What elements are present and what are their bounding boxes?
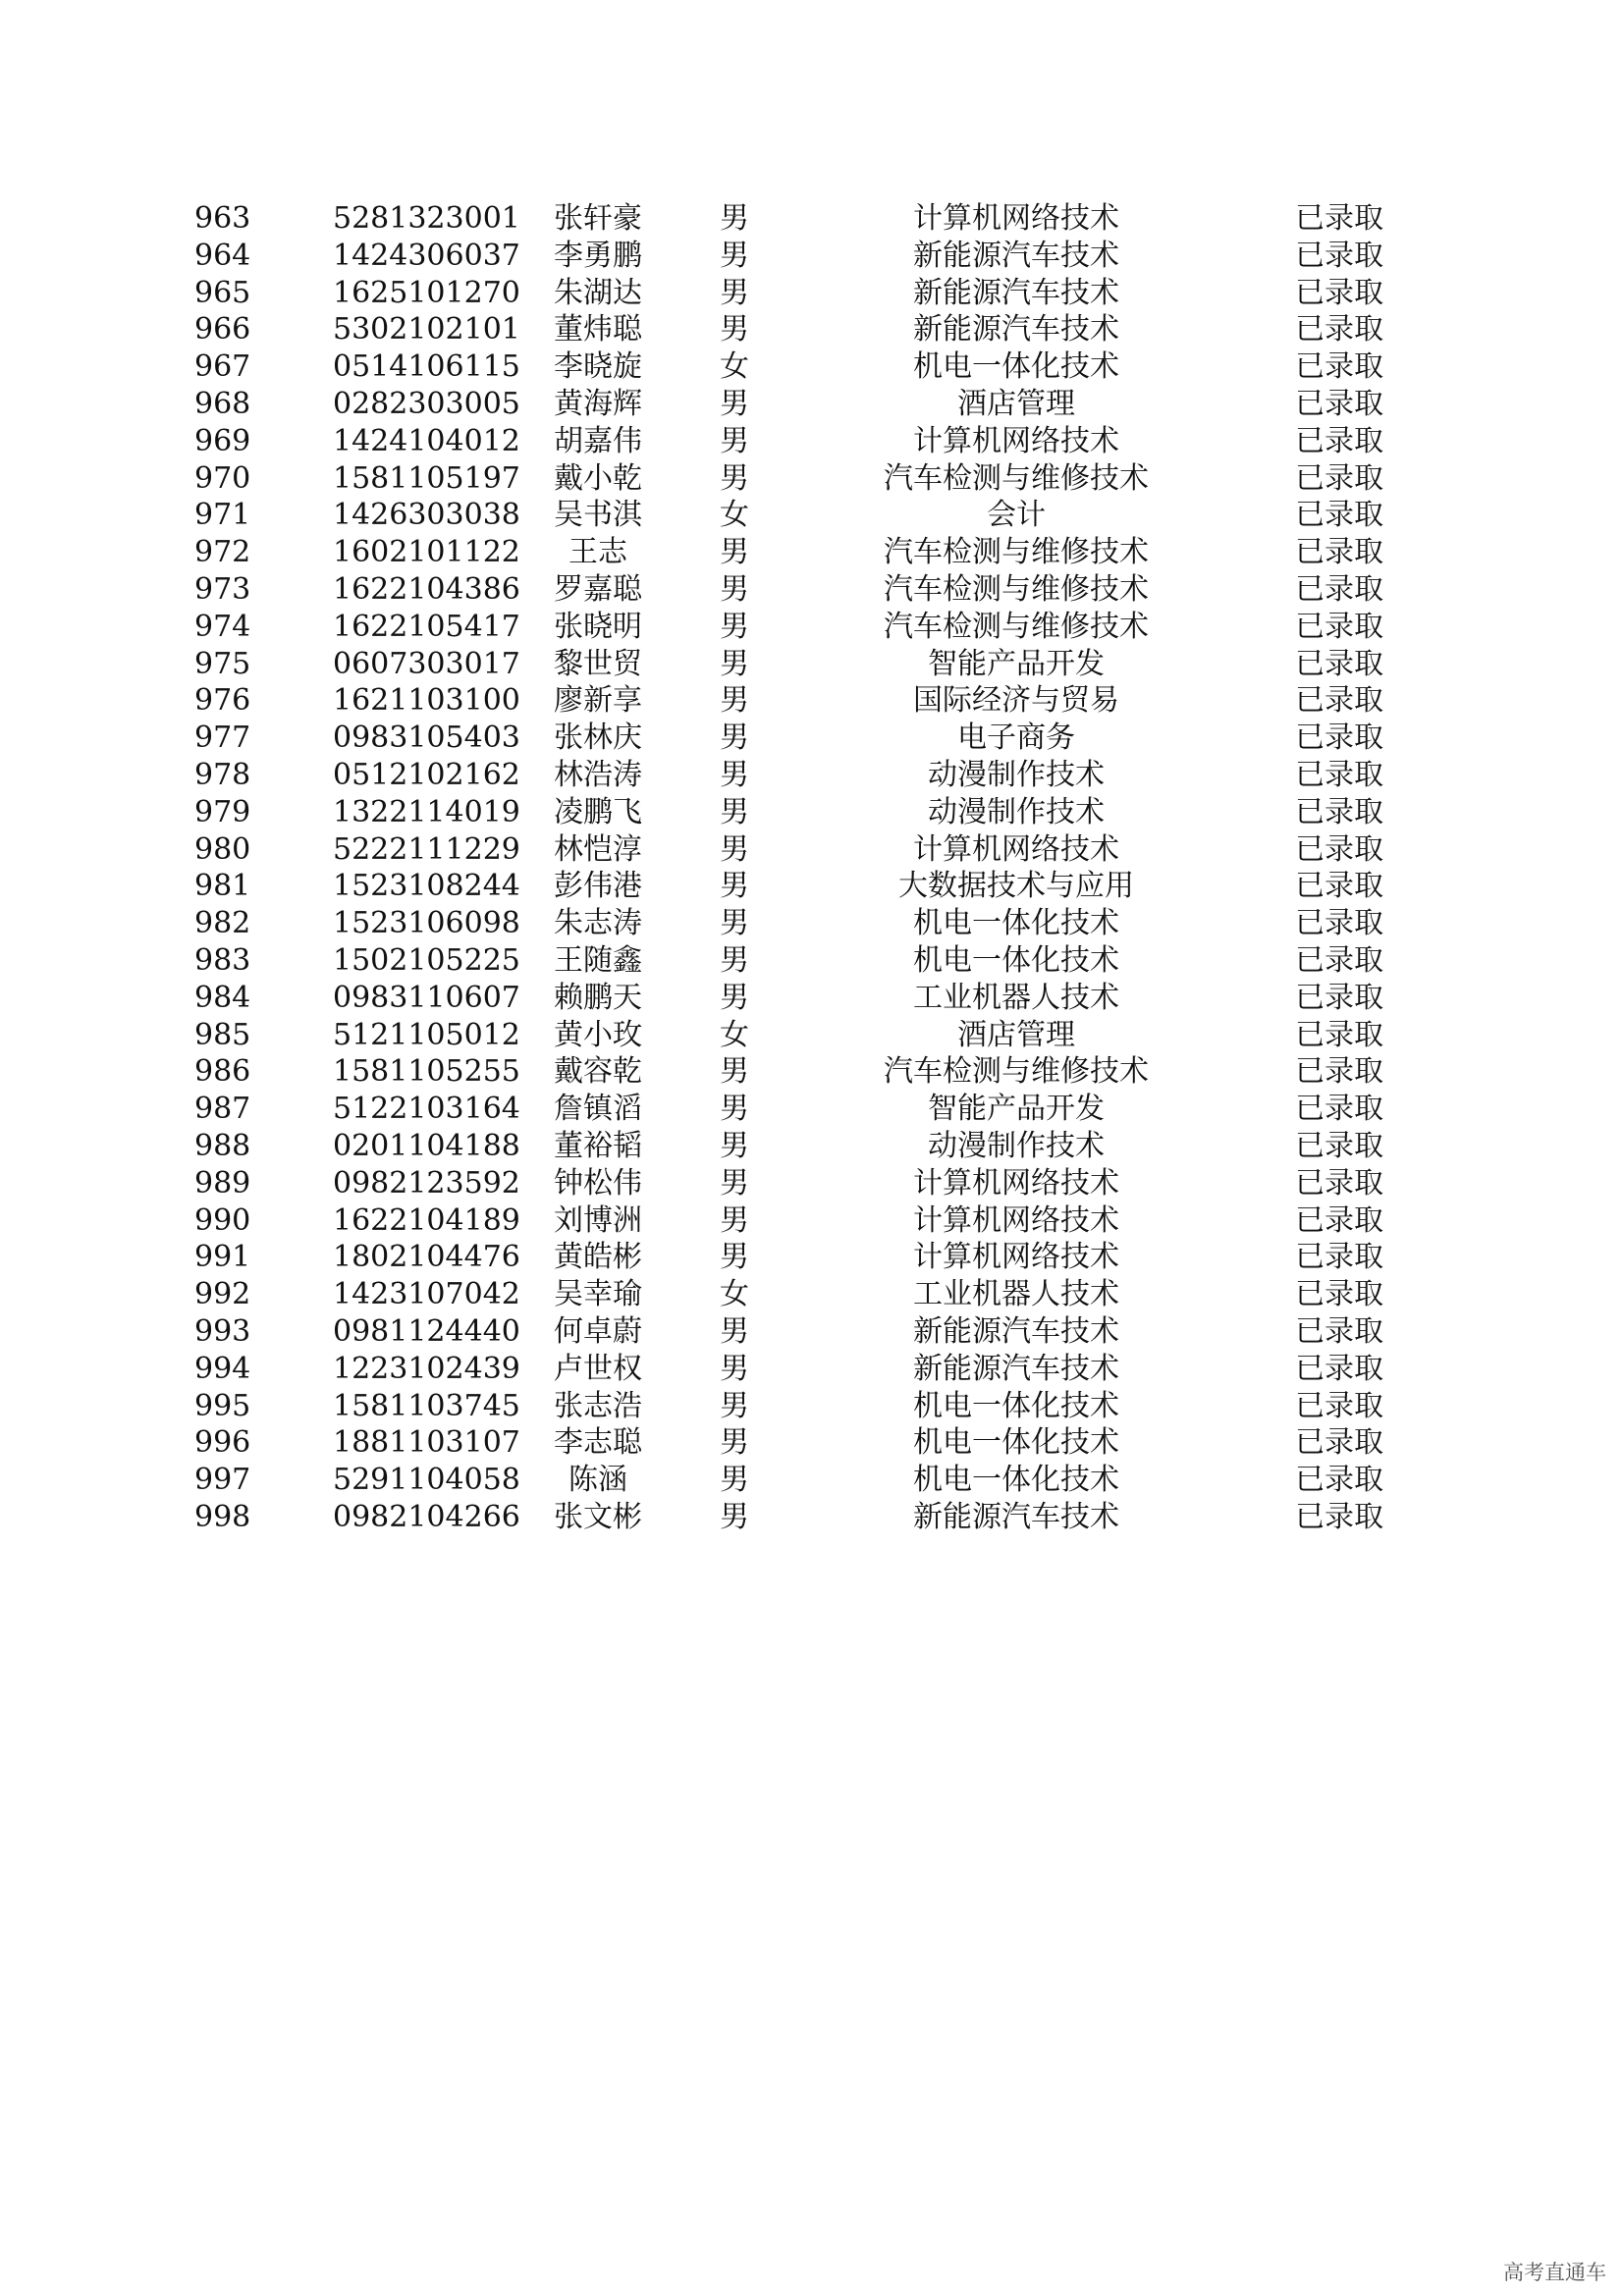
- major-cell-text: 机电一体化技术: [913, 1388, 1119, 1423]
- status-cell: 已录取: [1295, 869, 1383, 904]
- gender-cell: 男: [720, 460, 749, 496]
- row-number-cell: 982: [194, 906, 251, 941]
- candidate-id-cell: 5121105012: [333, 1017, 520, 1052]
- major-cell-text: 机电一体化技术: [913, 942, 1119, 978]
- name-cell-text: 黎世贸: [554, 646, 642, 681]
- gender-cell: 男: [720, 275, 749, 310]
- table-row: [0, 1165, 1624, 1202]
- gender-cell: 男: [720, 906, 749, 941]
- major-cell-text: 计算机网络技术: [913, 831, 1119, 867]
- status-cell: 已录取: [1295, 757, 1383, 792]
- major-cell-text: 新能源汽车技术: [913, 1351, 1119, 1386]
- major-cell-text: 动漫制作技术: [928, 794, 1105, 829]
- status-cell: 已录取: [1295, 721, 1383, 756]
- name-cell-text: 戴小乾: [554, 460, 642, 496]
- row-number-cell: 976: [194, 683, 251, 719]
- status-cell: 已录取: [1295, 238, 1383, 273]
- row-number-cell: 968: [194, 386, 251, 421]
- table-row: [0, 423, 1624, 460]
- status-cell: 已录取: [1295, 1499, 1383, 1534]
- major-cell-text: 汽车检测与维修技术: [884, 609, 1149, 644]
- major-cell-text: 会计: [987, 498, 1046, 533]
- gender-cell: 男: [720, 1128, 749, 1163]
- name-cell-text: 张晓明: [554, 609, 642, 644]
- row-number-cell: 978: [194, 757, 251, 792]
- major-cell-text: 计算机网络技术: [913, 423, 1119, 458]
- row-number-cell: 986: [194, 1054, 251, 1090]
- name-cell-text: 钟松伟: [554, 1165, 642, 1201]
- candidate-id-cell: 0982123592: [333, 1165, 520, 1201]
- status-cell: 已录取: [1295, 1054, 1383, 1090]
- status-cell: 已录取: [1295, 1240, 1383, 1275]
- table-row: [0, 757, 1624, 794]
- gender-cell: 男: [720, 683, 749, 719]
- gender-cell: 男: [720, 1388, 749, 1423]
- name-cell-text: 何卓蔚: [554, 1313, 642, 1349]
- candidate-id-cell: 0607303017: [333, 646, 520, 681]
- status-cell: 已录取: [1295, 1017, 1383, 1052]
- status-cell: 已录取: [1295, 386, 1383, 421]
- name-cell-text: 胡嘉伟: [554, 423, 642, 458]
- name-cell-text: 张志浩: [554, 1388, 642, 1423]
- name-cell-text: 戴容乾: [554, 1054, 642, 1090]
- major-cell-text: 计算机网络技术: [913, 201, 1119, 236]
- status-cell: 已录取: [1295, 1092, 1383, 1127]
- row-number-cell: 983: [194, 942, 251, 978]
- candidate-id-cell: 1622104386: [333, 571, 520, 607]
- gender-cell: 男: [720, 1351, 749, 1386]
- row-number-cell: 972: [194, 535, 251, 570]
- gender-cell: 女: [720, 498, 749, 533]
- table-row: [0, 311, 1624, 348]
- candidate-id-cell: 5222111229: [333, 831, 520, 867]
- row-number-cell: 993: [194, 1313, 251, 1349]
- status-cell: 已录取: [1295, 1351, 1383, 1386]
- gender-cell: 男: [720, 571, 749, 607]
- row-number-cell: 984: [194, 980, 251, 1015]
- major-cell-text: 计算机网络技术: [913, 1202, 1119, 1238]
- candidate-id-cell: 1523108244: [333, 869, 520, 904]
- name-cell-text: 廖新享: [554, 683, 642, 719]
- status-cell: 已录取: [1295, 906, 1383, 941]
- status-cell: 已录取: [1295, 535, 1383, 570]
- status-cell: 已录取: [1295, 275, 1383, 310]
- name-cell-text: 朱湖达: [554, 275, 642, 310]
- candidate-id-cell: 0983105403: [333, 721, 520, 756]
- name-cell-text: 张林庆: [554, 721, 642, 756]
- status-cell: 已录取: [1295, 1463, 1383, 1498]
- gender-cell: 男: [720, 1240, 749, 1275]
- candidate-id-cell: 1223102439: [333, 1351, 520, 1386]
- status-cell: 已录取: [1295, 794, 1383, 829]
- row-number-cell: 973: [194, 571, 251, 607]
- table-row: [0, 831, 1624, 869]
- gender-cell: 男: [720, 1499, 749, 1534]
- row-number-cell: 963: [194, 201, 251, 236]
- gender-cell: 男: [720, 423, 749, 458]
- name-cell-text: 林恺淳: [554, 831, 642, 867]
- row-number-cell: 989: [194, 1165, 251, 1201]
- admission-list-table: [0, 200, 1624, 1536]
- row-number-cell: 990: [194, 1202, 251, 1238]
- table-row: [0, 1424, 1624, 1462]
- status-cell: 已录取: [1295, 1313, 1383, 1349]
- candidate-id-cell: 1622105417: [333, 609, 520, 644]
- major-cell-text: 国际经济与贸易: [913, 683, 1119, 719]
- table-row: [0, 1202, 1624, 1240]
- major-cell-text: 机电一体化技术: [913, 1463, 1119, 1498]
- major-cell-text: 新能源汽车技术: [913, 312, 1119, 347]
- major-cell-text: 工业机器人技术: [913, 1277, 1119, 1312]
- major-cell-text: 工业机器人技术: [913, 980, 1119, 1015]
- candidate-id-cell: 0282303005: [333, 386, 520, 421]
- table-row: [0, 868, 1624, 905]
- status-cell: 已录取: [1295, 942, 1383, 978]
- major-cell-text: 汽车检测与维修技术: [884, 460, 1149, 496]
- status-cell: 已录取: [1295, 571, 1383, 607]
- major-cell-text: 新能源汽车技术: [913, 275, 1119, 310]
- gender-cell: 男: [720, 1425, 749, 1461]
- status-cell: 已录取: [1295, 831, 1383, 867]
- gender-cell: 男: [720, 646, 749, 681]
- major-cell-text: 计算机网络技术: [913, 1240, 1119, 1275]
- table-row: [0, 1091, 1624, 1128]
- status-cell: 已录取: [1295, 312, 1383, 347]
- gender-cell: 男: [720, 1463, 749, 1498]
- row-number-cell: 971: [194, 498, 251, 533]
- table-row: [0, 238, 1624, 275]
- table-row: [0, 1128, 1624, 1165]
- name-cell-text: 王随鑫: [554, 942, 642, 978]
- row-number-cell: 977: [194, 721, 251, 756]
- gender-cell: 女: [720, 349, 749, 385]
- gender-cell: 男: [720, 757, 749, 792]
- major-cell-text: 动漫制作技术: [928, 757, 1105, 792]
- name-cell-text: 黄皓彬: [554, 1240, 642, 1275]
- gender-cell: 男: [720, 980, 749, 1015]
- major-cell-text: 动漫制作技术: [928, 1128, 1105, 1163]
- major-cell-text: 酒店管理: [957, 1017, 1075, 1052]
- status-cell: 已录取: [1295, 498, 1383, 533]
- row-number-cell: 994: [194, 1351, 251, 1386]
- major-cell-text: 机电一体化技术: [913, 906, 1119, 941]
- candidate-id-cell: 5291104058: [333, 1463, 520, 1498]
- major-cell-text: 酒店管理: [957, 386, 1075, 421]
- gender-cell: 男: [720, 386, 749, 421]
- gender-cell: 男: [720, 1054, 749, 1090]
- table-row: [0, 1017, 1624, 1054]
- gender-cell: 男: [720, 942, 749, 978]
- name-cell-text: 彭伟港: [554, 869, 642, 904]
- candidate-id-cell: 1581103745: [333, 1388, 520, 1423]
- candidate-id-cell: 1581105255: [333, 1054, 520, 1090]
- table-row: [0, 571, 1624, 609]
- row-number-cell: 974: [194, 609, 251, 644]
- major-cell-text: 计算机网络技术: [913, 1165, 1119, 1201]
- name-cell-text: 李志聪: [554, 1425, 642, 1461]
- row-number-cell: 991: [194, 1240, 251, 1275]
- table-row: [0, 497, 1624, 534]
- candidate-id-cell: 1622104189: [333, 1202, 520, 1238]
- name-cell-text: 罗嘉聪: [554, 571, 642, 607]
- major-cell-text: 智能产品开发: [928, 646, 1105, 681]
- table-row: [0, 682, 1624, 720]
- candidate-id-cell: 0982104266: [333, 1499, 520, 1534]
- name-cell-text: 黄小玫: [554, 1017, 642, 1052]
- row-number-cell: 987: [194, 1092, 251, 1127]
- name-cell-text: 王志: [568, 535, 627, 570]
- gender-cell: 女: [720, 1277, 749, 1312]
- candidate-id-cell: 1625101270: [333, 275, 520, 310]
- candidate-id-cell: 1322114019: [333, 794, 520, 829]
- status-cell: 已录取: [1295, 683, 1383, 719]
- candidate-id-cell: 5122103164: [333, 1092, 520, 1127]
- gender-cell: 男: [720, 312, 749, 347]
- name-cell-text: 董裕韬: [554, 1128, 642, 1163]
- status-cell: 已录取: [1295, 349, 1383, 385]
- name-cell-text: 张轩豪: [554, 201, 642, 236]
- table-row: [0, 1276, 1624, 1313]
- status-cell: 已录取: [1295, 1165, 1383, 1201]
- table-row: [0, 1053, 1624, 1091]
- candidate-id-cell: 0512102162: [333, 757, 520, 792]
- gender-cell: 男: [720, 831, 749, 867]
- gender-cell: 男: [720, 869, 749, 904]
- table-row: [0, 348, 1624, 386]
- candidate-id-cell: 1802104476: [333, 1240, 520, 1275]
- row-number-cell: 975: [194, 646, 251, 681]
- name-cell-text: 朱志涛: [554, 906, 642, 941]
- gender-cell: 男: [720, 1165, 749, 1201]
- name-cell-text: 詹镇滔: [554, 1092, 642, 1127]
- status-cell: 已录取: [1295, 609, 1383, 644]
- row-number-cell: 967: [194, 349, 251, 385]
- major-cell-text: 新能源汽车技术: [913, 238, 1119, 273]
- row-number-cell: 964: [194, 238, 251, 273]
- name-cell-text: 赖鹏天: [554, 980, 642, 1015]
- table-row: [0, 609, 1624, 646]
- status-cell: 已录取: [1295, 980, 1383, 1015]
- table-row: [0, 905, 1624, 942]
- table-row: [0, 534, 1624, 571]
- major-cell-text: 智能产品开发: [928, 1092, 1105, 1127]
- row-number-cell: 969: [194, 423, 251, 458]
- name-cell-text: 董炜聪: [554, 312, 642, 347]
- candidate-id-cell: 1602101122: [333, 535, 520, 570]
- name-cell-text: 张文彬: [554, 1499, 642, 1534]
- row-number-cell: 979: [194, 794, 251, 829]
- gender-cell: 男: [720, 1092, 749, 1127]
- row-number-cell: 997: [194, 1463, 251, 1498]
- status-cell: 已录取: [1295, 423, 1383, 458]
- candidate-id-cell: 1621103100: [333, 683, 520, 719]
- candidate-id-cell: 0201104188: [333, 1128, 520, 1163]
- major-cell-text: 机电一体化技术: [913, 1425, 1119, 1461]
- major-cell-text: 电子商务: [957, 721, 1075, 756]
- gender-cell: 男: [720, 794, 749, 829]
- status-cell: 已录取: [1295, 201, 1383, 236]
- table-row: [0, 460, 1624, 498]
- row-number-cell: 966: [194, 312, 251, 347]
- gender-cell: 男: [720, 721, 749, 756]
- candidate-id-cell: 1424104012: [333, 423, 520, 458]
- table-row: [0, 1462, 1624, 1499]
- candidate-id-cell: 1881103107: [333, 1425, 520, 1461]
- name-cell-text: 李勇鹏: [554, 238, 642, 273]
- table-row: [0, 386, 1624, 423]
- major-cell-text: 大数据技术与应用: [898, 869, 1134, 904]
- row-number-cell: 992: [194, 1277, 251, 1312]
- table-row: [0, 1499, 1624, 1536]
- candidate-id-cell: 0981124440: [333, 1313, 520, 1349]
- table-row: [0, 646, 1624, 683]
- row-number-cell: 998: [194, 1499, 251, 1534]
- candidate-id-cell: 0514106115: [333, 349, 520, 385]
- table-row: [0, 1239, 1624, 1276]
- candidate-id-cell: 1424306037: [333, 238, 520, 273]
- table-row: [0, 275, 1624, 312]
- status-cell: 已录取: [1295, 1388, 1383, 1423]
- table-row: [0, 720, 1624, 757]
- row-number-cell: 970: [194, 460, 251, 496]
- major-cell-text: 汽车检测与维修技术: [884, 535, 1149, 570]
- row-number-cell: 985: [194, 1017, 251, 1052]
- candidate-id-cell: 1426303038: [333, 498, 520, 533]
- status-cell: 已录取: [1295, 1202, 1383, 1238]
- candidate-id-cell: 0983110607: [333, 980, 520, 1015]
- table-row: [0, 1351, 1624, 1388]
- candidate-id-cell: 1581105197: [333, 460, 520, 496]
- gender-cell: 男: [720, 535, 749, 570]
- table-row: [0, 1313, 1624, 1351]
- name-cell-text: 凌鹏飞: [554, 794, 642, 829]
- name-cell-text: 黄海辉: [554, 386, 642, 421]
- candidate-id-cell: 5302102101: [333, 312, 520, 347]
- candidate-id-cell: 1423107042: [333, 1277, 520, 1312]
- table-row: [0, 200, 1624, 238]
- status-cell: 已录取: [1295, 1128, 1383, 1163]
- candidate-id-cell: 1523106098: [333, 906, 520, 941]
- name-cell-text: 李晓旋: [554, 349, 642, 385]
- gender-cell: 男: [720, 201, 749, 236]
- major-cell-text: 汽车检测与维修技术: [884, 571, 1149, 607]
- row-number-cell: 988: [194, 1128, 251, 1163]
- gender-cell: 男: [720, 238, 749, 273]
- name-cell-text: 卢世权: [554, 1351, 642, 1386]
- watermark: 高考直通车: [1503, 2261, 1606, 2284]
- status-cell: 已录取: [1295, 1277, 1383, 1312]
- table-row: [0, 1388, 1624, 1425]
- candidate-id-cell: 1502105225: [333, 942, 520, 978]
- gender-cell: 男: [720, 1202, 749, 1238]
- status-cell: 已录取: [1295, 1425, 1383, 1461]
- table-row: [0, 980, 1624, 1017]
- candidate-id-cell: 5281323001: [333, 201, 520, 236]
- status-cell: 已录取: [1295, 646, 1383, 681]
- name-cell-text: 吴书淇: [554, 498, 642, 533]
- major-cell-text: 机电一体化技术: [913, 349, 1119, 385]
- name-cell-text: 陈涵: [568, 1463, 627, 1498]
- row-number-cell: 995: [194, 1388, 251, 1423]
- major-cell-text: 新能源汽车技术: [913, 1499, 1119, 1534]
- row-number-cell: 981: [194, 869, 251, 904]
- name-cell-text: 刘博洲: [554, 1202, 642, 1238]
- table-row: [0, 942, 1624, 980]
- row-number-cell: 980: [194, 831, 251, 867]
- gender-cell: 女: [720, 1017, 749, 1052]
- row-number-cell: 996: [194, 1425, 251, 1461]
- status-cell: 已录取: [1295, 460, 1383, 496]
- row-number-cell: 965: [194, 275, 251, 310]
- gender-cell: 男: [720, 1313, 749, 1349]
- table-row: [0, 794, 1624, 831]
- name-cell-text: 林浩涛: [554, 757, 642, 792]
- name-cell-text: 吴幸瑜: [554, 1277, 642, 1312]
- gender-cell: 男: [720, 609, 749, 644]
- major-cell-text: 汽车检测与维修技术: [884, 1054, 1149, 1090]
- major-cell-text: 新能源汽车技术: [913, 1313, 1119, 1349]
